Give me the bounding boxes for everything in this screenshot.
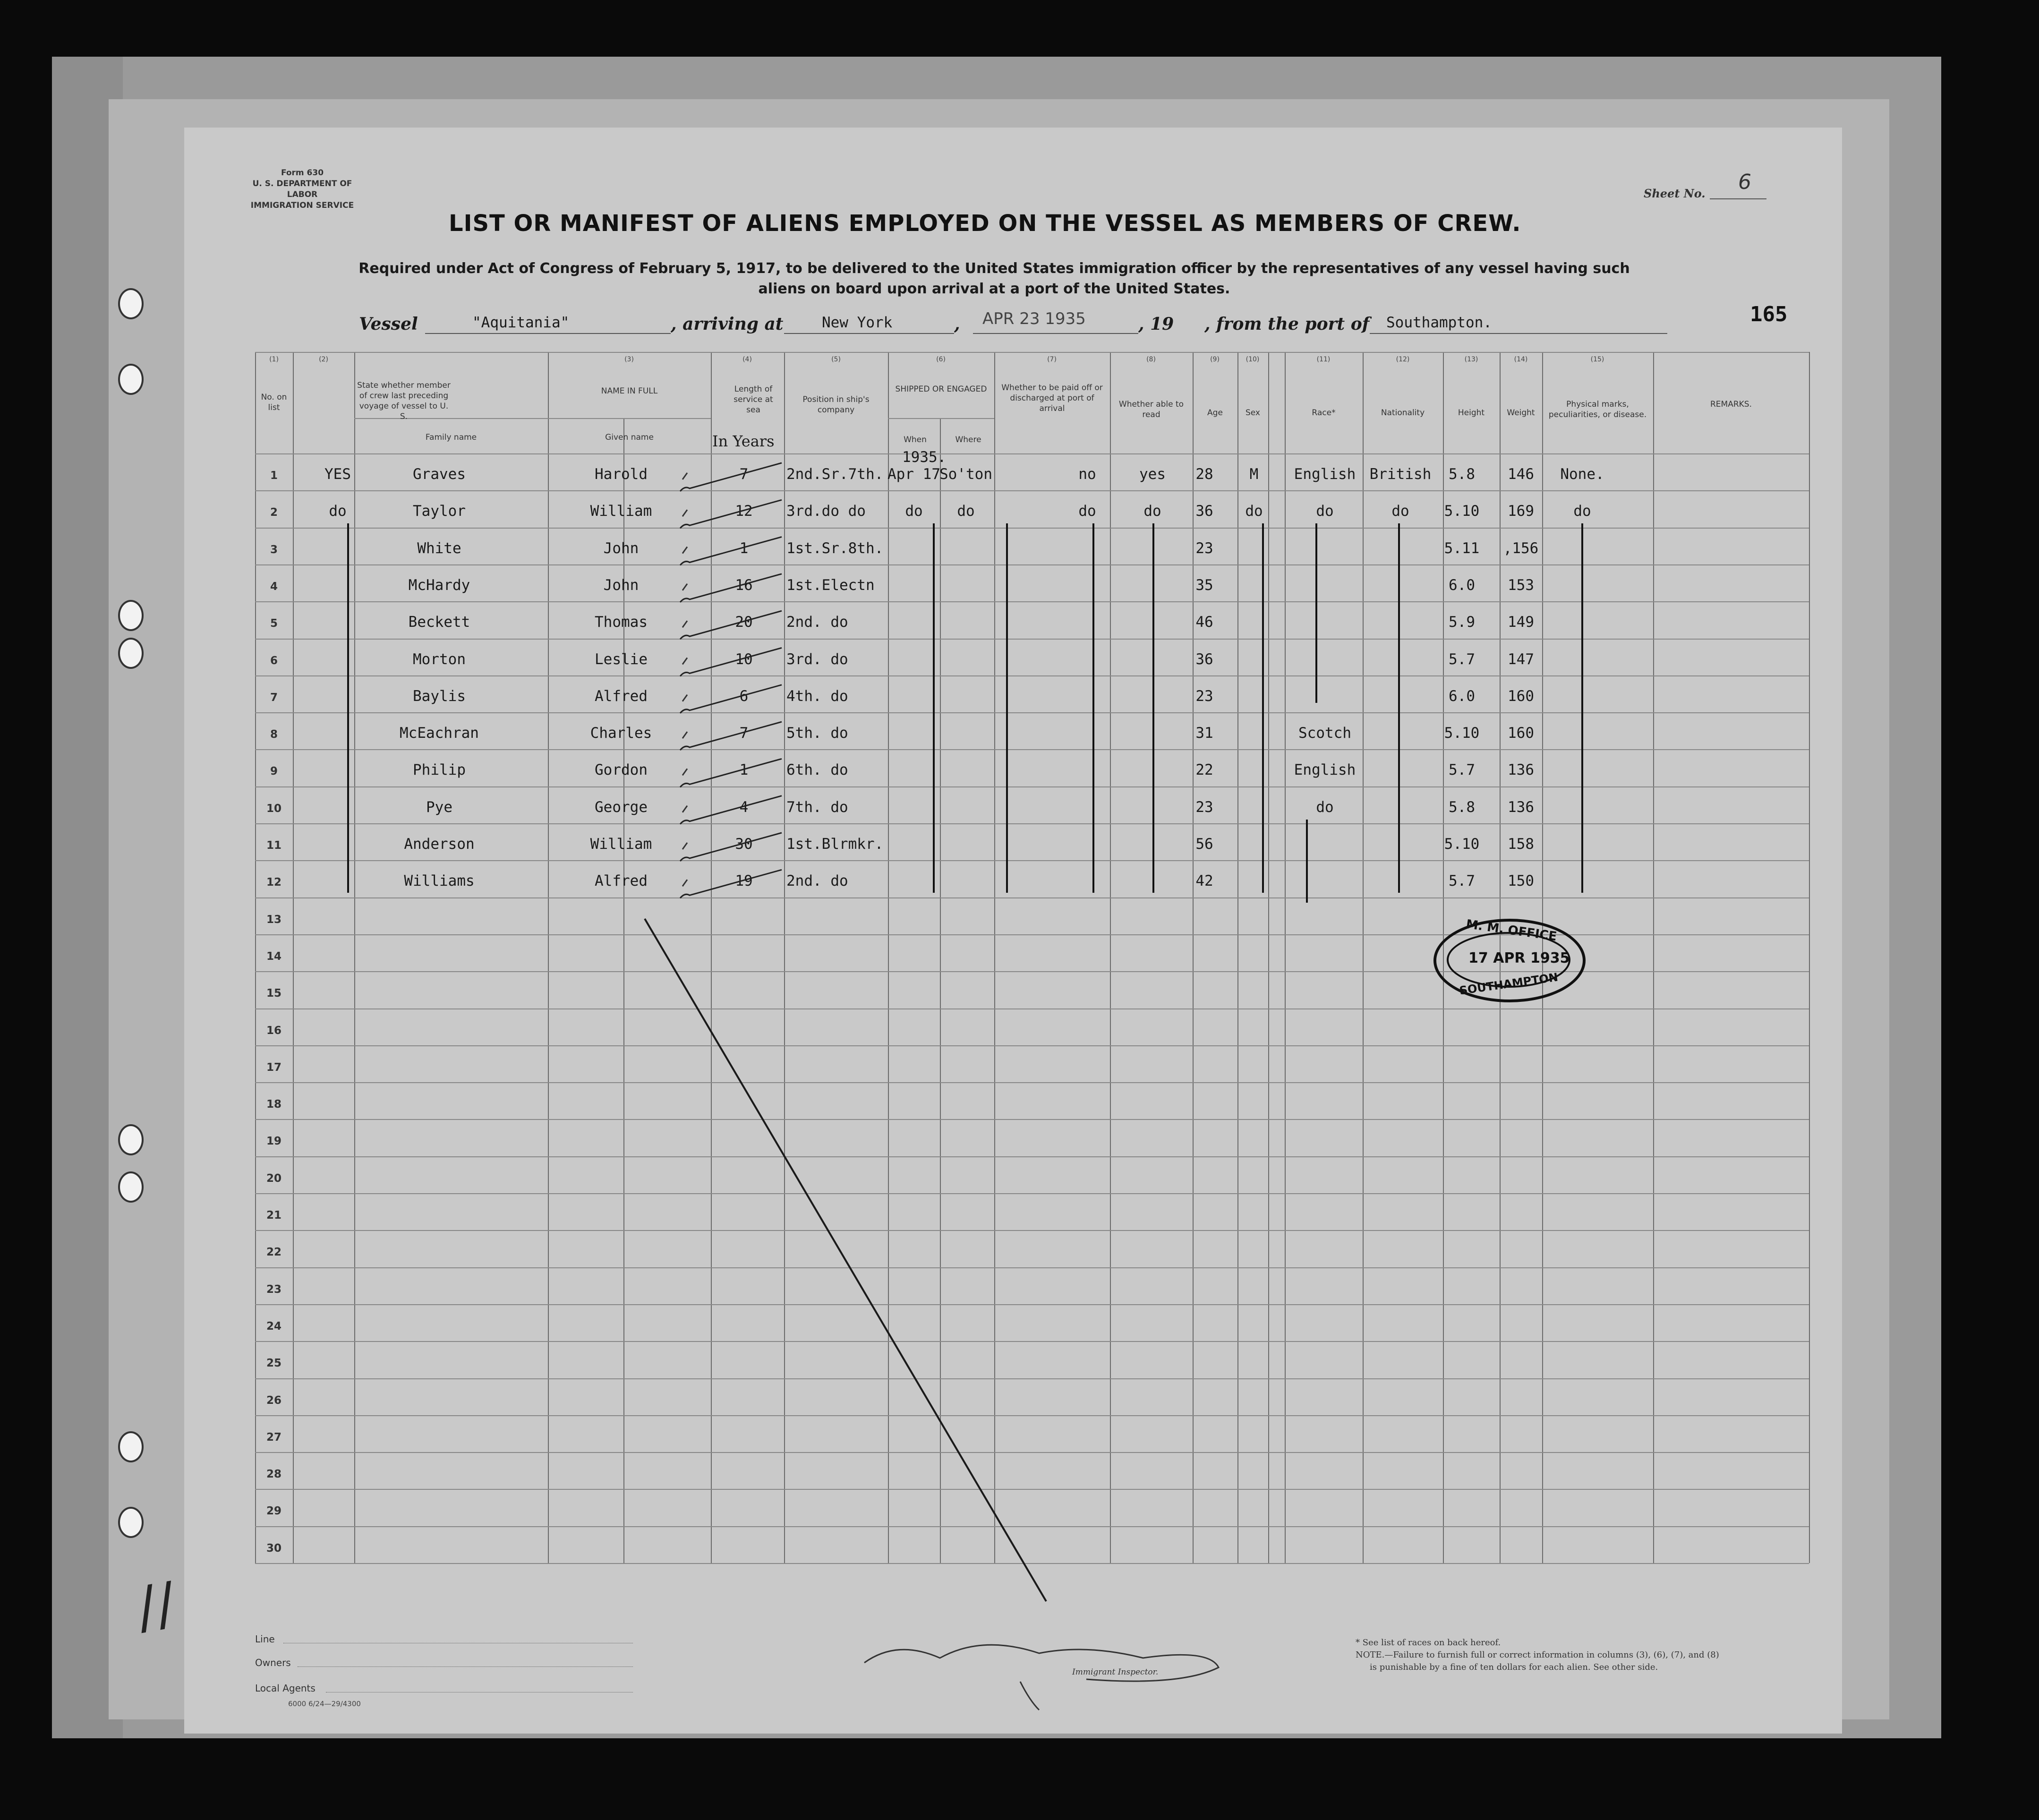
header-age: Age xyxy=(1207,408,1223,418)
service-years-cell: 1 xyxy=(739,539,749,557)
given-name-cell: John xyxy=(603,576,639,594)
family-name-cell: Morton xyxy=(413,650,466,668)
sex-cell: do xyxy=(1245,503,1263,520)
header-sex: Sex xyxy=(1245,408,1260,418)
header-able-read: Whether able to read xyxy=(1118,400,1184,419)
service-years-cell: 16 xyxy=(735,576,753,594)
shipped-where-cell: So'ton xyxy=(939,466,992,483)
age-cell: 31 xyxy=(1195,725,1213,742)
header-nationality: Nationality xyxy=(1381,408,1425,418)
row-number: 19 xyxy=(266,1135,282,1148)
subtitle-line-2: aliens on board upon arrival at a port of the United States. xyxy=(758,281,1230,297)
position-cell: 7th. do xyxy=(786,798,848,816)
date-comma: , xyxy=(954,314,960,334)
arriving-port: New York xyxy=(822,314,893,331)
given-name-cell: Thomas xyxy=(595,614,648,631)
row-number: 17 xyxy=(266,1061,282,1074)
document-title: LIST OR MANIFEST OF ALIENS EMPLOYED ON THE VESSEL AS MEMBERS OF CREW. xyxy=(449,210,1521,237)
paid-off-cell: do xyxy=(1078,503,1096,520)
position-cell: 4th. do xyxy=(786,687,848,705)
header-when: When xyxy=(904,435,927,444)
position-cell: 6th. do xyxy=(786,761,848,779)
column-number: (7) xyxy=(1047,356,1057,363)
crew-member-cell: do xyxy=(329,503,347,520)
position-cell: 1st.Sr.8th. xyxy=(786,539,884,557)
row-number: 8 xyxy=(270,728,278,741)
subtitle-line-1: Required under Act of Congress of February 5, 1917, to be delivered to the United States immigration officer by the representatives of any vessel having such xyxy=(358,260,1630,277)
manifest-number: 165 xyxy=(1750,302,1788,326)
row-number: 29 xyxy=(266,1505,282,1518)
footer-agents-label: Local Agents xyxy=(255,1683,316,1694)
from-port: Southampton. xyxy=(1386,314,1492,331)
race-cell: do xyxy=(1316,798,1334,816)
given-name-cell: Alfred xyxy=(595,687,648,705)
family-name-cell: Taylor xyxy=(413,503,466,520)
header-no-on-list: No. on list xyxy=(261,393,287,412)
able-read-cell: do xyxy=(1143,503,1161,520)
header-name-in-full: NAME IN FULL xyxy=(601,386,658,396)
form-number: Form 630 xyxy=(281,168,324,178)
row-number: 15 xyxy=(266,987,282,1000)
note-failure: NOTE.—Failure to furnish full or correct information in columns (3), (6), (7), and (8) xyxy=(1356,1650,1719,1660)
row-number: 5 xyxy=(270,617,278,630)
row-number: 9 xyxy=(270,765,278,778)
row-number: 22 xyxy=(266,1246,282,1259)
row-number: 7 xyxy=(270,691,278,704)
weight-cell: 136 xyxy=(1508,798,1534,816)
row-number: 11 xyxy=(266,839,282,852)
row-number: 12 xyxy=(266,876,282,889)
service-years-cell: 4 xyxy=(739,798,749,816)
column-number: (3) xyxy=(624,356,634,363)
from-label: , from the port of xyxy=(1204,314,1370,334)
position-cell: 5th. do xyxy=(786,725,848,742)
nationality-cell: British xyxy=(1369,466,1432,483)
header-where: Where xyxy=(955,435,981,444)
sheet-number-label: Sheet No. xyxy=(1644,187,1706,200)
year-label: , 19 xyxy=(1138,314,1174,334)
vessel-name: "Aquitania" xyxy=(472,314,570,331)
physical-marks-cell: None. xyxy=(1560,466,1604,483)
shipped-where-cell: do xyxy=(957,503,975,520)
print-code: 6000 6/24—29/4300 xyxy=(288,1700,361,1708)
service-name: IMMIGRATION SERVICE xyxy=(250,201,354,210)
service-years-cell: 7 xyxy=(739,466,749,483)
row-number: 13 xyxy=(266,913,282,926)
column-number: (6) xyxy=(936,356,946,363)
header-race: Race* xyxy=(1312,408,1336,418)
footer-line-label: Line xyxy=(255,1633,275,1645)
age-cell: 22 xyxy=(1195,761,1213,779)
shipped-when-cell: do xyxy=(905,503,923,520)
header-given-name: Given name xyxy=(605,433,654,442)
weight-cell: 136 xyxy=(1508,761,1534,779)
header-weight: Weight xyxy=(1507,408,1535,418)
row-number: 6 xyxy=(270,654,278,667)
row-number: 27 xyxy=(266,1431,282,1444)
note-fine: is punishable by a fine of ten dollars for each alien. See other side. xyxy=(1370,1662,1658,1672)
service-years-cell: 10 xyxy=(735,650,753,668)
column-number: (1) xyxy=(269,356,279,363)
sheet-number-value: 6 xyxy=(1738,170,1751,194)
given-name-cell: William xyxy=(590,503,652,520)
race-cell: Scotch xyxy=(1298,725,1351,742)
row-number: 2 xyxy=(270,506,278,519)
row-number: 30 xyxy=(266,1542,282,1555)
stamp-bottom-text: SOUTHAMPTON xyxy=(1459,970,1559,998)
column-number: (13) xyxy=(1464,356,1478,363)
row-number: 21 xyxy=(266,1209,282,1222)
column-number: (4) xyxy=(742,356,752,363)
family-name-cell: Pye xyxy=(426,798,452,816)
height-cell: 5.10 xyxy=(1444,725,1480,742)
paid-off-cell: no xyxy=(1078,466,1096,483)
column-number: (15) xyxy=(1590,356,1604,363)
weight-cell: 158 xyxy=(1508,836,1534,853)
weight-cell: 160 xyxy=(1508,687,1534,705)
race-cell: do xyxy=(1316,503,1334,520)
family-name-cell: Graves xyxy=(413,466,466,483)
family-name-cell: McHardy xyxy=(408,576,470,594)
column-number: (12) xyxy=(1396,356,1410,363)
given-name-cell: William xyxy=(590,836,652,853)
service-years-cell: 20 xyxy=(735,614,753,631)
age-cell: 28 xyxy=(1195,466,1213,483)
race-cell: English xyxy=(1294,466,1356,483)
given-name-cell: George xyxy=(595,798,648,816)
age-cell: 35 xyxy=(1195,576,1213,594)
given-name-cell: Harold xyxy=(595,466,648,483)
height-cell: 5.11 xyxy=(1444,539,1480,557)
family-name-cell: Baylis xyxy=(413,687,466,705)
position-cell: 3rd.do do xyxy=(786,503,866,520)
weight-cell: 146 xyxy=(1508,466,1534,483)
weight-cell: 147 xyxy=(1508,650,1534,668)
physical-marks-cell: do xyxy=(1573,503,1591,520)
weight-cell: 153 xyxy=(1508,576,1534,594)
given-name-cell: Charles xyxy=(590,725,652,742)
header-height: Height xyxy=(1458,408,1485,418)
row-number: 24 xyxy=(266,1320,282,1333)
family-name-cell: White xyxy=(417,539,461,557)
header-remarks: REMARKS. xyxy=(1710,400,1752,409)
given-name-cell: Alfred xyxy=(595,872,648,890)
race-cell: English xyxy=(1294,761,1356,779)
row-number: 25 xyxy=(266,1357,282,1370)
age-cell: 23 xyxy=(1195,687,1213,705)
age-cell: 42 xyxy=(1195,872,1213,890)
age-cell: 36 xyxy=(1195,503,1213,520)
family-name-cell: Anderson xyxy=(404,836,475,853)
family-name-cell: Williams xyxy=(404,872,475,890)
weight-cell: 149 xyxy=(1508,614,1534,631)
family-name-cell: Philip xyxy=(413,761,466,779)
department-name: U. S. DEPARTMENT OF LABOR xyxy=(252,179,352,199)
column-number: (2) xyxy=(319,356,328,363)
position-cell: 2nd. do xyxy=(786,872,848,890)
crew-member-cell: YES xyxy=(324,466,351,483)
column-number: (10) xyxy=(1246,356,1260,363)
shipped-year: 1935. xyxy=(902,449,947,466)
row-number: 10 xyxy=(266,802,282,815)
position-cell: 1st.Blrmkr. xyxy=(786,836,884,853)
row-number: 1 xyxy=(270,470,278,482)
inspector-label: Immigrant Inspector. xyxy=(1072,1667,1159,1677)
service-years-cell: 6 xyxy=(739,687,749,705)
height-cell: 5.10 xyxy=(1444,836,1480,853)
note-races: * See list of races on back hereof. xyxy=(1356,1638,1501,1648)
row-number: 26 xyxy=(266,1394,282,1407)
stamp-date: 17 APR 1935 xyxy=(1468,950,1570,966)
row-number: 16 xyxy=(266,1024,282,1037)
height-cell: 6.0 xyxy=(1449,687,1475,705)
position-cell: 1st.Electn xyxy=(786,576,875,594)
given-name-cell: Leslie xyxy=(595,650,648,668)
footer-notes xyxy=(1356,1637,1781,1674)
family-name-cell: Beckett xyxy=(408,614,470,631)
footer-owners-label: Owners xyxy=(255,1657,291,1668)
margin-mark: // xyxy=(131,1570,181,1641)
position-cell: 2nd. do xyxy=(786,614,848,631)
service-years-cell: 19 xyxy=(735,872,753,890)
column-number: (5) xyxy=(831,356,841,363)
height-cell: 5.8 xyxy=(1449,466,1475,483)
service-years-cell: 7 xyxy=(739,725,749,742)
sex-cell: M xyxy=(1249,466,1259,483)
weight-cell: ,156 xyxy=(1503,539,1539,557)
row-number: 4 xyxy=(270,580,278,593)
given-name-cell: John xyxy=(603,539,639,557)
arrival-date-stamp: APR 23 1935 xyxy=(982,309,1086,328)
stamp-top-text: M. M. OFFICE xyxy=(1465,917,1558,944)
position-cell: 2nd.Sr.7th. xyxy=(786,466,884,483)
service-years-cell: 1 xyxy=(739,761,749,779)
vessel-label: Vessel xyxy=(359,314,418,334)
service-years-cell: 12 xyxy=(735,503,753,520)
header-physical: Physical marks, peculiarities, or disease. xyxy=(1548,400,1647,419)
row-number: 14 xyxy=(266,950,282,963)
shipped-when-cell: Apr 17 xyxy=(887,466,940,483)
weight-cell: 150 xyxy=(1508,872,1534,890)
height-cell: 5.8 xyxy=(1449,798,1475,816)
given-name-cell: Gordon xyxy=(595,761,648,779)
row-number: 18 xyxy=(266,1098,282,1111)
row-number: 23 xyxy=(266,1283,282,1296)
height-cell: 6.0 xyxy=(1449,576,1475,594)
header-shipped: SHIPPED OR ENGAGED xyxy=(895,385,987,394)
weight-cell: 160 xyxy=(1508,725,1534,742)
service-years-cell: 30 xyxy=(735,836,753,853)
column-number: (14) xyxy=(1514,356,1528,363)
column-number: (8) xyxy=(1146,356,1156,363)
footer-owners-field xyxy=(298,1666,633,1667)
weight-cell: 169 xyxy=(1508,503,1534,520)
arriving-label: , arriving at xyxy=(671,314,784,334)
row-number: 28 xyxy=(266,1468,282,1481)
height-cell: 5.7 xyxy=(1449,872,1475,890)
row-number: 3 xyxy=(270,543,278,556)
height-cell: 5.7 xyxy=(1449,650,1475,668)
header-position: Position in ship's company xyxy=(802,395,870,415)
family-name-cell: McEachran xyxy=(400,725,479,742)
row-number: 20 xyxy=(266,1172,282,1185)
column-number: (9) xyxy=(1210,356,1220,363)
position-cell: 3rd. do xyxy=(786,650,848,668)
height-cell: 5.10 xyxy=(1444,503,1480,520)
header-length-service: Length of service at sea xyxy=(734,385,773,415)
age-cell: 36 xyxy=(1195,650,1213,668)
age-cell: 23 xyxy=(1195,798,1213,816)
age-cell: 23 xyxy=(1195,539,1213,557)
column-number: (11) xyxy=(1316,356,1331,363)
height-cell: 5.7 xyxy=(1449,761,1475,779)
header-family-name: Family name xyxy=(425,433,477,442)
able-read-cell: yes xyxy=(1139,466,1166,483)
header-state-whether: State whether member of crew last preceding voyage of vessel to U. S. xyxy=(357,381,451,421)
nationality-cell: do xyxy=(1391,503,1409,520)
header-paid-off: Whether to be paid off or discharged at port of arrival xyxy=(1001,383,1103,413)
height-cell: 5.9 xyxy=(1449,614,1475,631)
age-cell: 46 xyxy=(1195,614,1213,631)
header-in-years: In Years xyxy=(712,432,775,450)
age-cell: 56 xyxy=(1195,836,1213,853)
